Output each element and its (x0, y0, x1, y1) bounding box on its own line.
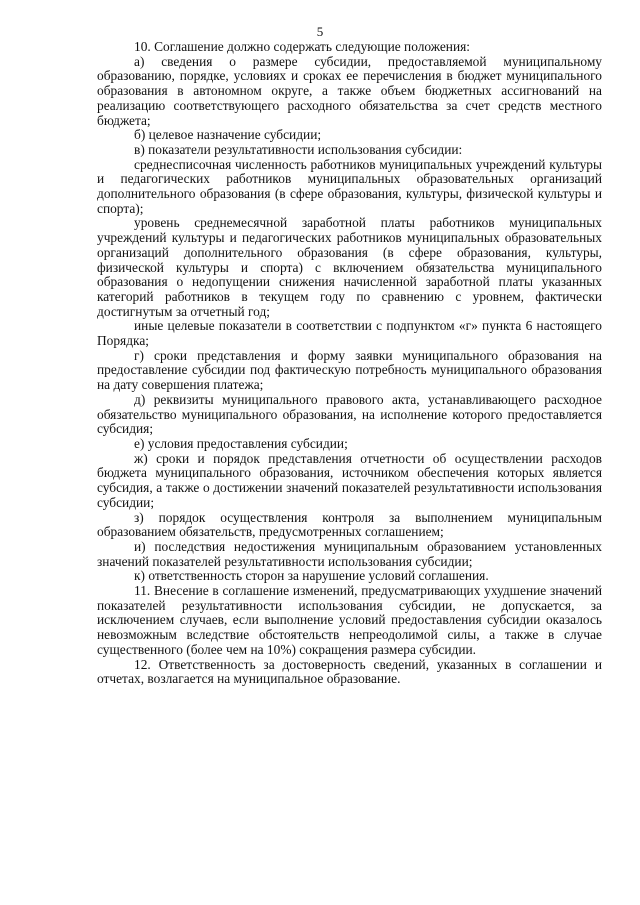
document-body (97, 40, 602, 687)
paragraph-11: 11. Внесение в соглашение изменений, предусматривающих ухудшение значений показателей результативности использования субсидии, не допускается, за исключением случаев, если выполнение условий предоставления субсидии оказалось невозможным вследствие обстоятельств непреодолимой силы, а также в случае существенного (более чем на 10%) сокращения размера субсидии. (97, 583, 602, 657)
paragraph-item-i: и) последствия недостижения муниципальным образованием установленных значений показателей результативности использования субсидии; (97, 538, 602, 569)
paragraph-item-e: е) условия предоставления субсидии; (134, 435, 348, 451)
page-number: 5 (316, 24, 324, 39)
paragraph-12: 12. Ответственность за достоверность сведений, указанных в соглашении и отчетах, возлагается на муниципальное образование. (97, 656, 602, 687)
paragraph-10-heading: 10. Соглашение должно содержать следующие положения: (134, 39, 470, 54)
paragraph-item-z: з) порядок осуществления контроля за выполнением муниципальным образованием обязательств, предусмотренных соглашением; (97, 509, 602, 540)
paragraph-item-g: г) сроки представления и форму заявки муниципального образования на предоставление субсидии под фактическую потребность муниципального образования на дату совершения платежа; (97, 347, 602, 393)
paragraph-indicator-headcount: среднесписочная численность работников муниципальных учреждений культуры и педагогических работников муниципальных образовательных организаций дополнительного образования (в сфере образования, культуры, физической культуры и спорта); (97, 156, 602, 216)
paragraph-item-a: а) сведения о размере субсидии, предоставляемой муниципальному образованию, порядке, условиях и сроках ее перечисления в бюджет муниципального образования в автономном округе, а также объем бюджетных ассигнований на реализацию соответствующего расходного обязательства за счет средств местного бюджета; (97, 53, 602, 128)
paragraph-item-d: д) реквизиты муниципального правового акта, устанавливающего расходное обязательство муниципального образования, на исполнение которого предоставляется субсидия; (97, 391, 602, 437)
paragraph-indicator-salary: уровень среднемесячной заработной платы работников муниципальных учреждений культуры и педагогических работников муниципальных образовательных организаций дополнительного образования (в сфере образования, культуры, физической культуры и спорта) с включением обязательства муниципального образования о недопущении снижения начисленной заработной платы указанных категорий работников в текущем году по сравнению с уровнем, фактически достигнутым за отчетный год; (97, 215, 602, 319)
paragraph-indicator-other: иные целевые показатели в соответствии с подпунктом «г» пункта 6 настоящего Порядка; (97, 318, 602, 349)
paragraph-item-zh: ж) сроки и порядок представления отчетности об осуществлении расходов бюджета муниципального образования, источником обеспечения которых является субсидия, а также о достижении значений показателей результативности использования субсидии; (97, 450, 602, 510)
paragraph-item-k: к) ответственность сторон за нарушение условий соглашения. (134, 568, 489, 584)
paragraph-item-v: в) показатели результативности использования субсидии: (134, 141, 463, 157)
paragraph-item-b: б) целевое назначение субсидии; (134, 127, 322, 143)
